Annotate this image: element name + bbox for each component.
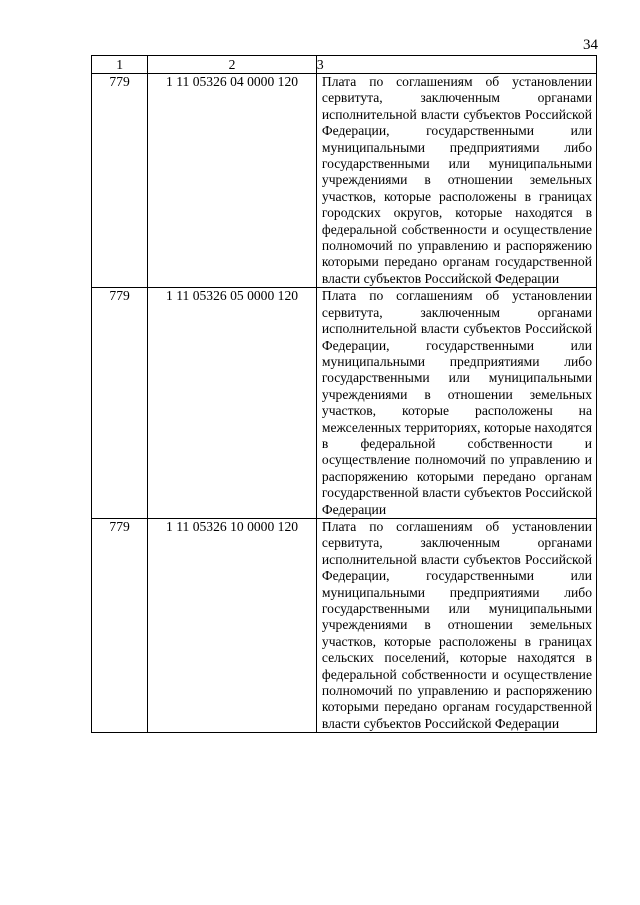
kbk-code-cell: 1 11 05326 05 0000 120: [148, 288, 317, 519]
budget-codes-table: [91, 55, 597, 733]
table-row: [92, 74, 597, 288]
column-header-3: 3: [316, 56, 596, 74]
column-header-2: 2: [148, 56, 317, 74]
table-row: [92, 518, 597, 732]
table-row: [92, 288, 597, 519]
kbk-code-cell: 1 11 05326 10 0000 120: [148, 518, 317, 732]
table-header-row: [92, 56, 597, 74]
description-cell: Плата по соглашениям об установлении сервитута, заключенным органами исполнительной власти субъектов Российской Федерации, государственными или муниципальными предприятиями либо государственными или муниципальными учреждениями в отношении земельных участков, которые расположены в границах городских округов, которые находятся в федеральной собственности и осуществление полномочий по управлению и распоряжению которыми передано органам государственной власти субъектов Российской Федерации: [316, 74, 596, 288]
description-cell: Плата по соглашениям об установлении сервитута, заключенным органами исполнительной власти субъектов Российской Федерации, государственными или муниципальными предприятиями либо государственными или муниципальными учреждениями в отношении земельных участков, которые расположены в границах сельских поселений, которые находятся в федеральной собственности и осуществление полномочий по управлению и распоряжению которыми передано органам государственной власти субъектов Российской Федерации: [316, 518, 596, 732]
admin-code-cell: 779: [92, 518, 148, 732]
admin-code-cell: 779: [92, 74, 148, 288]
column-header-1: 1: [92, 56, 148, 74]
admin-code-cell: 779: [92, 288, 148, 519]
kbk-code-cell: 1 11 05326 04 0000 120: [148, 74, 317, 288]
description-cell: Плата по соглашениям об установлении сервитута, заключенным органами исполнительной власти субъектов Российской Федерации, государственными или муниципальными предприятиями либо государственными или муниципальными учреждениями в отношении земельных участков, которые расположены на межселенных территориях, которые находятся в федеральной собственности и осуществление полномочий по управлению и распоряжению которыми передано органам государственной власти субъектов Российской Федерации: [316, 288, 596, 519]
page-number: 34: [583, 37, 598, 53]
